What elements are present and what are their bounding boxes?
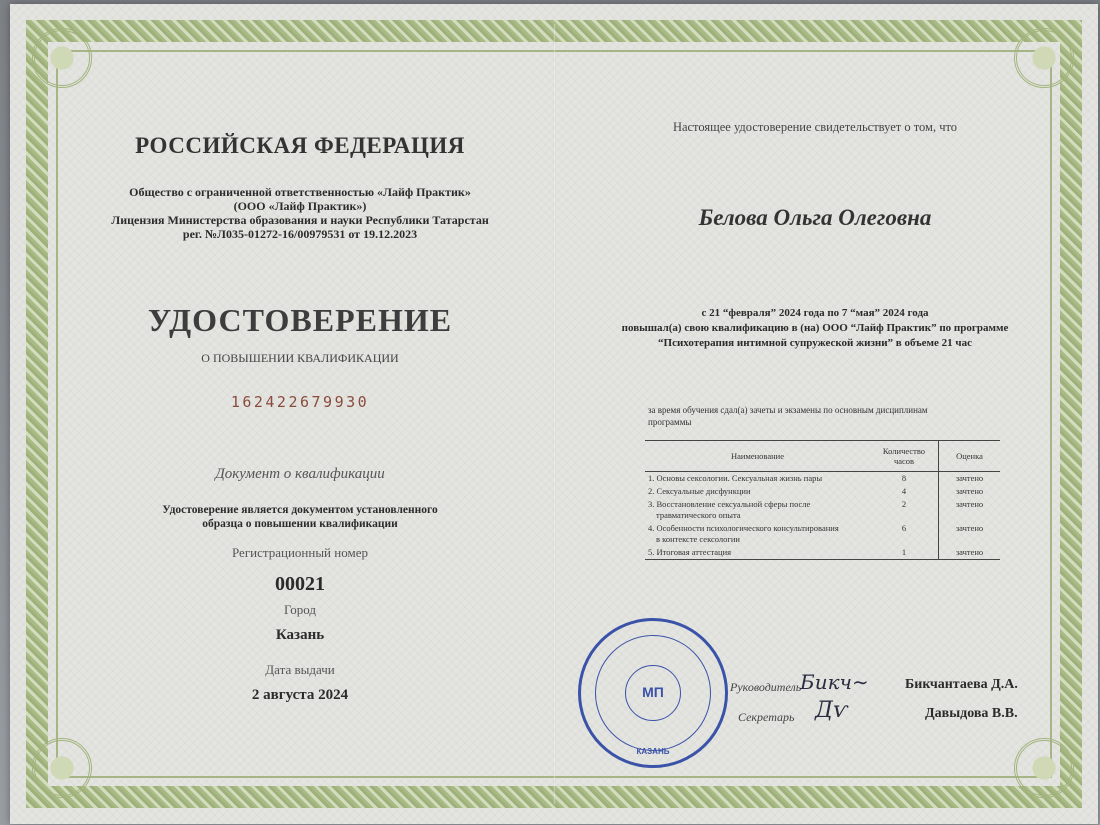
table-header-row: [645, 441, 1000, 472]
corner-rosette-icon: [1014, 28, 1074, 88]
discipline-grade: зачтено: [939, 498, 1001, 522]
head-signature-icon: Бикч∼: [800, 670, 869, 694]
corner-rosette-icon: [1014, 738, 1074, 798]
discipline-name: 2. Сексуальные дисфункции: [648, 486, 751, 496]
discipline-grade: зачтено: [939, 485, 1001, 498]
org-name: Общество с ограниченной ответственностью «Лайф Практик»: [129, 185, 471, 199]
document-subtitle: О ПОВЫШЕНИИ КВАЛИФИКАЦИИ: [201, 351, 399, 365]
head-label: Руководитель: [730, 680, 802, 694]
reg-number-label: Регистрационный номер: [232, 545, 368, 560]
secretary-name: Давыдова В.В.: [925, 706, 1018, 721]
statement-line: образца о повышении квалификации: [202, 518, 398, 530]
header-hours: Количество часов: [870, 441, 939, 472]
country-heading: РОССИЙСКАЯ ФЕДЕРАЦИЯ: [135, 133, 465, 158]
license-reg: рег. №Л035-01272-16/00979531 от 19.12.2023: [182, 227, 418, 241]
discipline-hours: 1: [870, 546, 939, 560]
discipline-name: 3. Восстановление сексуальной сферы после травматического опыта: [648, 499, 811, 520]
issue-date-value: 2 августа 2024: [251, 687, 349, 703]
discipline-hours: 4: [901, 486, 907, 496]
organization-block: [50, 185, 550, 241]
discipline-name: 4. Особенности психологического консультирования в контексте сексологии: [648, 523, 839, 544]
head-name: Бикчантаева Д.А.: [905, 677, 1018, 692]
study-period: с 21 “февраля” 2024 года по 7 “мая” 2024 года: [701, 307, 929, 319]
discipline-grade: зачтено: [939, 546, 1001, 560]
corner-rosette-icon: [32, 738, 92, 798]
table-row: [645, 522, 1000, 546]
seal-city-text: КАЗАНЬ: [636, 747, 670, 756]
city-label: Город: [283, 602, 317, 617]
statement-block: [60, 503, 540, 531]
table-row: [645, 472, 1000, 486]
discipline-hours: 2: [901, 499, 907, 509]
table-row: [645, 546, 1000, 560]
license-line: Лицензия Министерства образования и науки Республики Татарстан: [111, 213, 489, 227]
discipline-name: 5. Итоговая аттестация: [645, 546, 870, 560]
official-seal: [578, 618, 728, 768]
table-row: [645, 485, 1000, 498]
document-title: УДОСТОВЕРЕНИЕ: [147, 302, 453, 338]
discipline-hours: 6: [901, 523, 907, 533]
header-name: Наименование: [645, 441, 870, 472]
exams-line: программы: [648, 417, 692, 427]
discipline-hours: 8: [901, 473, 907, 483]
program-line: повышал(а) свою квалификацию в (на) ООО “Лайф Практик” по программе: [621, 322, 1009, 334]
seal-center-text: МП: [642, 684, 664, 700]
disciplines-table: [645, 440, 1000, 560]
fold-line: [553, 24, 556, 804]
exams-intro: [648, 404, 1008, 428]
discipline-grade: зачтено: [939, 472, 1001, 486]
header-grade: Оценка: [939, 441, 1001, 472]
statement-line: Удостоверение является документом установленного: [162, 504, 438, 516]
corner-rosette-icon: [32, 28, 92, 88]
holder-name: Белова Ольга Олеговна: [698, 205, 932, 230]
org-short-name: (ООО «Лайф Практик»): [233, 199, 367, 213]
reg-number-value: 00021: [275, 573, 325, 595]
secretary-signature-icon: Дѵ: [815, 698, 848, 723]
discipline-grade: зачтено: [939, 522, 1001, 546]
issue-date-label: Дата выдачи: [265, 662, 335, 677]
city-value: Казань: [275, 627, 325, 643]
secretary-label: Секретарь: [738, 710, 795, 724]
program-block: [570, 306, 1060, 351]
program-line: “Психотерапия интимной супружеской жизни” в объеме 21 час: [658, 337, 972, 349]
discipline-name: 1. Основы сексологии. Сексуальная жизнь пары: [648, 473, 823, 483]
exams-line: за время обучения сдал(а) зачеты и экзамены по основным дисциплинам: [648, 405, 928, 415]
document-type: Документ о квалификации: [215, 466, 385, 482]
table-row: [645, 498, 1000, 522]
intro-text: Настоящее удостоверение свидетельствует о том, что: [672, 120, 958, 134]
serial-number: 162422679930: [230, 393, 370, 411]
